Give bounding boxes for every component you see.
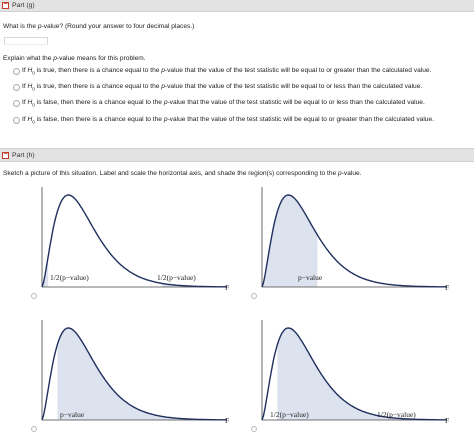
p-value-question: What is the p-value? (Round your answer to four decimal places.) [3, 23, 195, 30]
radio-button[interactable] [13, 68, 20, 75]
f-distribution-plot [30, 316, 235, 436]
graph-radio-button[interactable] [251, 426, 257, 432]
f-distribution-plot [250, 316, 455, 436]
radio-button[interactable] [13, 117, 20, 124]
p-value-input[interactable] [4, 37, 48, 45]
f-distribution-plot [30, 183, 235, 303]
region-label: 1/2(p−value) [377, 410, 416, 419]
graph-radio-button[interactable] [251, 293, 257, 299]
option-label: If $H_0$ is false, then there is a chance equal to the p-value that the value of the test statistic will be equal to or less than the calculated value. [22, 99, 425, 108]
sketch-instruction: Sketch a picture of this situation. Label and scale the horizontal axis, and shade the region(s) corresponding to the p-value. [3, 170, 362, 177]
option-1[interactable] [13, 67, 431, 75]
radio-button[interactable] [13, 84, 20, 91]
graph-option-1 [30, 183, 235, 303]
graph-radio-button[interactable] [31, 426, 37, 432]
axis-label-f: F [225, 416, 230, 425]
f-distribution-plot [250, 183, 455, 303]
option-2[interactable] [13, 83, 422, 91]
region-label: p−value [298, 273, 323, 282]
axis-label-f: F [445, 416, 450, 425]
graph-option-4 [250, 316, 455, 436]
part-h-header[interactable] [0, 148, 474, 162]
region-label: 1/2(p−value) [50, 273, 89, 282]
axis-label-f: F [225, 283, 230, 292]
part-h-title: Part (h) [12, 151, 35, 159]
option-3[interactable] [13, 99, 425, 107]
graph-option-3 [30, 316, 235, 436]
part-g-header[interactable] [0, 0, 474, 12]
explain-prompt: Explain what the p-value means for this problem. [3, 55, 146, 62]
option-label: If $H_0$ is false, then there is a chance equal to the p-value that the value of the test statistic will be equal to or greater than the calculated value. [22, 116, 434, 125]
collapse-icon[interactable]: − [3, 0, 8, 8]
graph-option-2 [250, 183, 455, 303]
axis-label-f: F [445, 283, 450, 292]
option-label: If $H_0$ is true, then there is a chance equal to the p-value that the value of the test statistic will be equal to or less than the calculated value. [22, 83, 423, 92]
collapse-icon[interactable]: − [3, 150, 8, 158]
region-label: p−value [60, 410, 85, 419]
option-label: If $H_0$ is true, then there is a chance equal to the p-value that the value of the test statistic will be equal to or greater than the calculated value. [22, 67, 432, 76]
region-label: 1/2(p−value) [157, 273, 196, 282]
radio-button[interactable] [13, 100, 20, 107]
region-label: 1/2(p−value) [270, 410, 309, 419]
graph-radio-button[interactable] [31, 293, 37, 299]
option-4[interactable] [13, 116, 434, 124]
part-g-title: Part (g) [12, 1, 35, 9]
